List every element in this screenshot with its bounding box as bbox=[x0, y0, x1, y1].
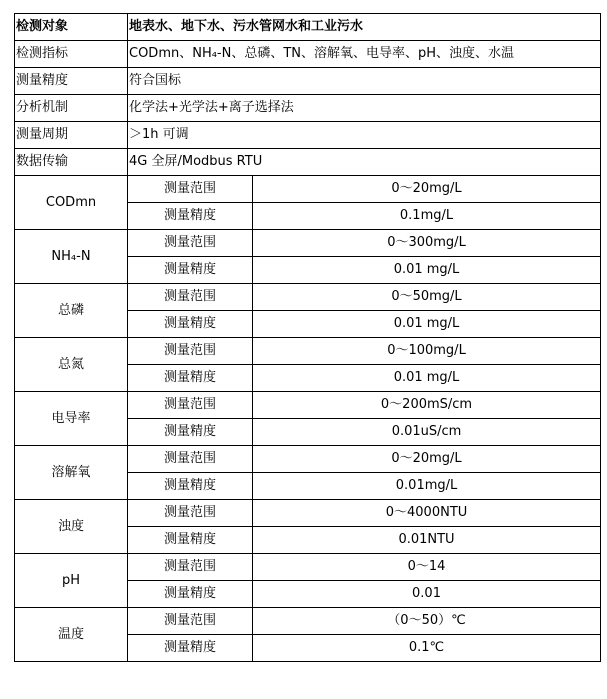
range-value: 0～100mg/L bbox=[253, 338, 601, 365]
param-range-row bbox=[15, 500, 601, 527]
param-name: CODmn bbox=[15, 176, 128, 230]
precision-value: 0.01 mg/L bbox=[253, 311, 601, 338]
param-range-row bbox=[15, 446, 601, 473]
general-row bbox=[15, 68, 601, 95]
param-name: 温度 bbox=[15, 608, 128, 662]
precision-value: 0.01uS/cm bbox=[253, 419, 601, 446]
param-name: 总磷 bbox=[15, 284, 128, 338]
range-value: 0～4000NTU bbox=[253, 500, 601, 527]
range-label: 测量范围 bbox=[128, 176, 253, 203]
range-value: 0～300mg/L bbox=[253, 230, 601, 257]
param-name: 电导率 bbox=[15, 392, 128, 446]
precision-value: 0.01NTU bbox=[253, 527, 601, 554]
general-row bbox=[15, 41, 601, 68]
general-row bbox=[15, 95, 601, 122]
range-label: 测量范围 bbox=[128, 284, 253, 311]
precision-label: 测量精度 bbox=[128, 581, 253, 608]
range-label: 测量范围 bbox=[128, 500, 253, 527]
range-value: 0～14 bbox=[253, 554, 601, 581]
general-label: 测量精度 bbox=[15, 68, 128, 95]
general-label: 测量周期 bbox=[15, 122, 128, 149]
general-label: 检测指标 bbox=[15, 41, 128, 68]
general-value: 符合国标 bbox=[128, 68, 601, 95]
param-range-row bbox=[15, 554, 601, 581]
param-range-row bbox=[15, 392, 601, 419]
param-name: 溶解氧 bbox=[15, 446, 128, 500]
precision-label: 测量精度 bbox=[128, 635, 253, 662]
precision-value: 0.1℃ bbox=[253, 635, 601, 662]
range-label: 测量范围 bbox=[128, 392, 253, 419]
general-value: CODmn、NH₄-N、总磷、TN、溶解氧、电导率、pH、浊度、水温 bbox=[128, 41, 601, 68]
precision-label: 测量精度 bbox=[128, 203, 253, 230]
param-name: NH₄-N bbox=[15, 230, 128, 284]
range-label: 测量范围 bbox=[128, 608, 253, 635]
spec-table bbox=[14, 13, 601, 662]
range-label: 测量范围 bbox=[128, 338, 253, 365]
precision-label: 测量精度 bbox=[128, 527, 253, 554]
general-value: ＞1h 可调 bbox=[128, 122, 601, 149]
param-range-row bbox=[15, 338, 601, 365]
precision-label: 测量精度 bbox=[128, 473, 253, 500]
precision-label: 测量精度 bbox=[128, 419, 253, 446]
spec-table-body bbox=[15, 14, 601, 662]
precision-value: 0.01mg/L bbox=[253, 473, 601, 500]
param-range-row bbox=[15, 608, 601, 635]
range-value: 0～20mg/L bbox=[253, 176, 601, 203]
header-value: 地表水、地下水、污水管网水和工业污水 bbox=[128, 14, 601, 41]
range-label: 测量范围 bbox=[128, 230, 253, 257]
general-row bbox=[15, 149, 601, 176]
range-value: 0～20mg/L bbox=[253, 446, 601, 473]
precision-label: 测量精度 bbox=[128, 365, 253, 392]
range-value: 0～50mg/L bbox=[253, 284, 601, 311]
precision-label: 测量精度 bbox=[128, 311, 253, 338]
general-value: 4G 全屏/Modbus RTU bbox=[128, 149, 601, 176]
general-row bbox=[15, 122, 601, 149]
param-range-row bbox=[15, 284, 601, 311]
param-name: 总氮 bbox=[15, 338, 128, 392]
range-value: 0～200mS/cm bbox=[253, 392, 601, 419]
precision-value: 0.01 mg/L bbox=[253, 257, 601, 284]
precision-value: 0.1mg/L bbox=[253, 203, 601, 230]
header-row bbox=[15, 14, 601, 41]
general-label: 数据传输 bbox=[15, 149, 128, 176]
precision-label: 测量精度 bbox=[128, 257, 253, 284]
general-value: 化学法+光学法+离子选择法 bbox=[128, 95, 601, 122]
header-label: 检测对象 bbox=[15, 14, 128, 41]
range-label: 测量范围 bbox=[128, 446, 253, 473]
precision-value: 0.01 bbox=[253, 581, 601, 608]
precision-value: 0.01 mg/L bbox=[253, 365, 601, 392]
range-label: 测量范围 bbox=[128, 554, 253, 581]
param-range-row bbox=[15, 176, 601, 203]
param-range-row bbox=[15, 230, 601, 257]
param-name: pH bbox=[15, 554, 128, 608]
general-label: 分析机制 bbox=[15, 95, 128, 122]
param-name: 浊度 bbox=[15, 500, 128, 554]
range-value: （0～50）℃ bbox=[253, 608, 601, 635]
